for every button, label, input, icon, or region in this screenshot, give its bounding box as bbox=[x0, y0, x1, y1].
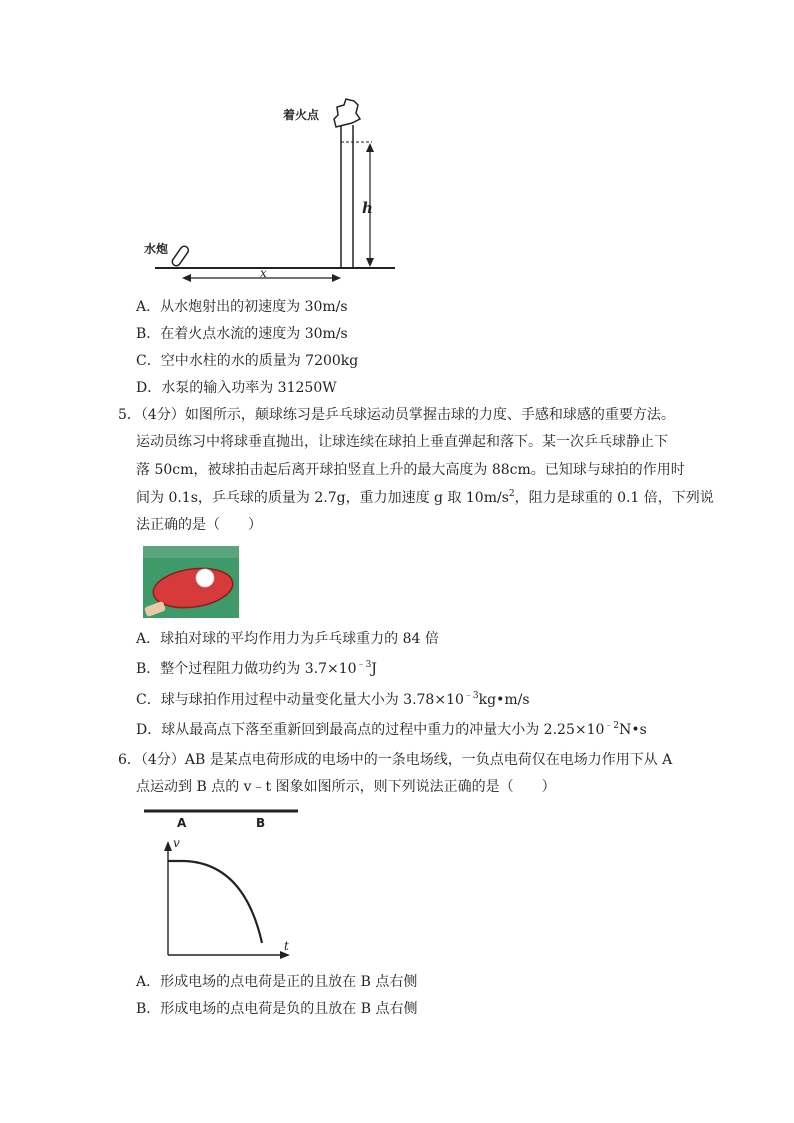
question-number: 5． bbox=[118, 407, 141, 423]
question-score: （4分） bbox=[140, 752, 185, 768]
q5-stem-line-2: 运动员练习中将球垂直抛出，让球连续在球拍上垂直弹起和落下。某一次乒乓球静止下 bbox=[136, 434, 668, 450]
q5-option-c[interactable]: C．球与球拍作用过程中动量变化量大小为 $3.78\times 10^{﹣3}kg•m/s$ bbox=[136, 691, 530, 708]
fire-point-label: 着火点 bbox=[283, 108, 320, 122]
option-letter: D． bbox=[136, 380, 162, 396]
q5-option-d[interactable]: D．球从最高点下落至重新回到最高点的过程中重力的冲量大小为 $2.25\times 10^{﹣2}N•s$ bbox=[136, 721, 647, 738]
v-axis-label: v bbox=[173, 836, 180, 850]
option-letter: C． bbox=[136, 353, 161, 369]
q5-option-b[interactable]: B．整个过程阻力做功约为 $3.7\times 10^{﹣3}J$ bbox=[136, 660, 377, 677]
q5-stem-line-1: 5．（4分）如图所示，颠球练习是乒乓球运动员掌握击球的力度、手感和球感的重要方法。 bbox=[118, 407, 675, 423]
water-cannon-figure bbox=[130, 95, 410, 285]
question-number: 6． bbox=[118, 752, 141, 768]
q5-stem-line-4: 间为 0.1s，乒乓球的质量为 2.7g，重力加速度 g 取 $10m/s^2$，阻力是球重的 0.1 倍，下列说 bbox=[136, 489, 714, 506]
option-letter: B． bbox=[136, 326, 161, 342]
q4-option-b[interactable] bbox=[136, 324, 348, 344]
option-text: 水泵的输入功率为 31250W bbox=[161, 380, 337, 396]
question-score: （4分） bbox=[140, 407, 185, 423]
q5-stem-line-3: 落 50cm，被球拍击起后离开球拍竖直上升的最大高度为 88cm。已知球与球拍的作用时 bbox=[136, 462, 685, 478]
height-label: h bbox=[362, 199, 373, 217]
q6-option-a[interactable]: A．形成电场的点电荷是正的且放在 B 点右侧 bbox=[136, 974, 418, 990]
water-cannon-diagram bbox=[130, 95, 410, 285]
point-b-label: B bbox=[256, 816, 266, 830]
ping-pong-photo bbox=[143, 546, 239, 618]
q6-stem-line-1: 6．（4分）AB 是某点电荷形成的电场中的一条电场线，一负点电荷仅在电场力作用下从 A bbox=[118, 752, 673, 768]
q5-option-a[interactable]: A．球拍对球的平均作用力为乒乓球重力的 84 倍 bbox=[136, 631, 439, 647]
t-axis-label: t bbox=[284, 939, 289, 953]
paddle-ball-image bbox=[143, 546, 239, 618]
option-text: 空中水柱的水的质量为 7200kg bbox=[160, 353, 359, 369]
point-a-label: A bbox=[177, 816, 187, 830]
field-line-figure bbox=[140, 805, 310, 965]
distance-label: x bbox=[260, 266, 267, 280]
q6-stem-line-2: 点运动到 B 点的 v﹣t 图象如图所示，则下列说法正确的是（ ） bbox=[136, 779, 556, 795]
q5-stem-line-5: 法正确的是（ ） bbox=[136, 517, 262, 533]
q4-option-a[interactable] bbox=[136, 297, 348, 317]
q6-option-b[interactable]: B．形成电场的点电荷是负的且放在 B 点右侧 bbox=[136, 1001, 418, 1017]
water-cannon-label: 水炮 bbox=[144, 242, 169, 256]
option-text: 从水炮射出的初速度为 30m/s bbox=[160, 299, 348, 315]
option-letter: A． bbox=[136, 299, 161, 315]
q4-option-c[interactable] bbox=[136, 351, 358, 371]
q4-option-d[interactable] bbox=[136, 378, 337, 398]
option-text: 在着火点水流的速度为 30m/s bbox=[160, 326, 348, 342]
